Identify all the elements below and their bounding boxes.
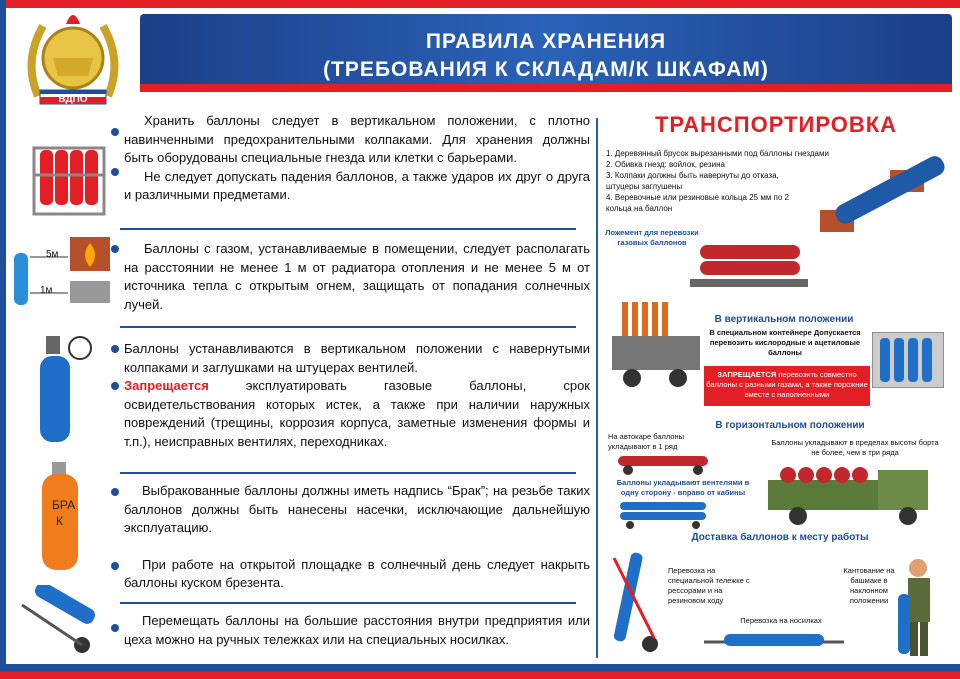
hand-trolley-icon xyxy=(604,548,674,656)
cradle-label: Ложемент для перевозки газовых баллонов xyxy=(605,228,699,247)
forbidden-box-word: ЗАПРЕЩАЕТСЯ xyxy=(717,370,777,379)
transport-list-item: 1. Деревянный брусок вырезанными под баллоны гнездами xyxy=(606,149,829,158)
radiator-icon xyxy=(70,281,110,303)
cylinder-cage-icon xyxy=(30,130,110,220)
left-blue-stripe xyxy=(0,0,6,679)
horizontal-left-text: На автокаре баллоны укладывают в 1 ряд xyxy=(608,432,685,451)
delivery-center-text: Перевозка на носилках xyxy=(740,616,822,625)
forbidden-word: Запрещается xyxy=(124,378,209,393)
horizontal-note: Баллоны укладывают вентелями в одну сторону - вправо от кабины xyxy=(616,478,750,497)
block-moving xyxy=(120,612,590,649)
cylinder-cradle-icon xyxy=(690,235,810,295)
distance-text: Баллоны с газом, устанавливаемые в помещении, следует располагать на расстоянии не менее 1 м от радиатора отопления и не менее 5 м от источника тепла с открытым огнем, защищать от попадания солнечных лучей. xyxy=(124,241,590,312)
transport-list-item: 3. Колпаки должны быть навернуты до отказа, штуцеры заглушены xyxy=(606,171,779,191)
horizontal-right-text: Баллоны укладывают в пределах высоты борта не более, чем в три ряда xyxy=(771,438,939,457)
vdpo-emblem xyxy=(18,6,128,116)
distance-1m: 1м xyxy=(40,285,53,296)
installation-text: Баллоны устанавливаются в вертикальном положении с навернутыми колпаками и заглушками на штуцерах вентилей. xyxy=(124,341,590,375)
distance-5m: 5м xyxy=(46,249,59,260)
trolley-cylinder-icon xyxy=(12,585,112,665)
container-cylinders-icon xyxy=(872,332,944,388)
top-red-stripe xyxy=(0,0,960,8)
transport-list-item: 4. Веревочные или резиновые кольца 25 мм по 2 кольца на баллон xyxy=(606,193,789,213)
divider-1 xyxy=(120,228,576,230)
block-rejected xyxy=(120,482,590,593)
transport-title: ТРАНСПОРТИРОВКА xyxy=(654,112,898,137)
page-title-line1: ПРАВИЛА ХРАНЕНИЯ xyxy=(425,30,667,53)
moving-text: Перемещать баллоны на большие расстояния внутри предприятия или цеха можно на ручных тележках или на специальных носилках. xyxy=(124,613,590,647)
divider-4 xyxy=(120,602,576,604)
brak-label-1: БРА xyxy=(52,498,76,512)
block-distance xyxy=(120,240,590,314)
forbidden-text: эксплуатировать газовые баллоны, срок освидетельствования которых истек, а также при наличии наружных повреждений (трещины, коррозия корпуса, заметные изменения формы и т.п.), неисправных вентилях, переходниках. xyxy=(124,378,590,449)
stretcher-icon xyxy=(704,626,844,656)
emblem-text: ВДПО xyxy=(58,94,88,105)
truck-horizontal-icon xyxy=(768,460,948,526)
forbidden-box xyxy=(704,366,870,406)
block-storage xyxy=(120,112,590,205)
blue-cylinder-gauge-icon xyxy=(28,330,98,445)
delivery-right-text: Кантование на башмаке в наклонном положении xyxy=(843,566,895,605)
storage-text-1: Хранить баллоны следует в вертикальном положении, с плотно навинченными предохранительными колпаками. Для хранения должны быть оборудованы специальные гнезда или клетки с барьерами. xyxy=(124,113,590,165)
cylinder-on-blocks-icon xyxy=(810,150,950,260)
cart-cylinders-icon xyxy=(610,500,730,530)
worker-icon xyxy=(890,554,950,659)
rejected-text: Выбракованные баллоны должны иметь надпись “Брак”; на резьбе таких баллонов должны быть нанесены насечки, исключающие дальнейшую эксплуатацию. xyxy=(124,483,590,535)
divider-3 xyxy=(120,472,576,474)
block-installation xyxy=(120,340,590,451)
delivery-left-text: Перевозка на специальной тележке с рессорами и на резиновом ходу xyxy=(668,566,750,605)
horizontal-title: В горизонтальном положении xyxy=(715,420,865,431)
header-banner xyxy=(140,14,952,92)
column-divider xyxy=(596,118,598,658)
sun-protection-text: При работе на открытой площадке в солнечный день следует накрыть баллоны куском брезента. xyxy=(124,556,590,590)
vertical-text: В специальном контейнере Допускается перевозить кислородные и ацетиловые баллоны xyxy=(709,328,861,357)
rejected-cylinder-icon xyxy=(38,460,88,572)
forbidden-box-text: перевозить совместно баллоны с разными газами, а также порожние вместе с наполненными xyxy=(706,370,868,399)
divider-2 xyxy=(120,326,576,328)
brak-label-2: К xyxy=(56,514,63,528)
transport-list-item: 2. Обивка гнезд: войлок, резина xyxy=(606,160,725,169)
vertical-truck-icon xyxy=(612,296,702,392)
delivery-title: Доставка баллонов к месту работы xyxy=(691,532,869,543)
fire-distance-icon xyxy=(10,235,120,310)
page-title-line2: (ТРЕБОВАНИЯ К СКЛАДАМ/К ШКАФАМ) xyxy=(323,58,769,81)
storage-text-2: Не следует допускать падения баллонов, а также ударов их друг о друга и различными предметами. xyxy=(124,168,590,202)
torch-flame-icon xyxy=(66,15,80,24)
vertical-title: В вертикальном положении xyxy=(714,314,854,325)
autocar-icon xyxy=(608,452,718,476)
bottom-stripe xyxy=(0,664,960,679)
